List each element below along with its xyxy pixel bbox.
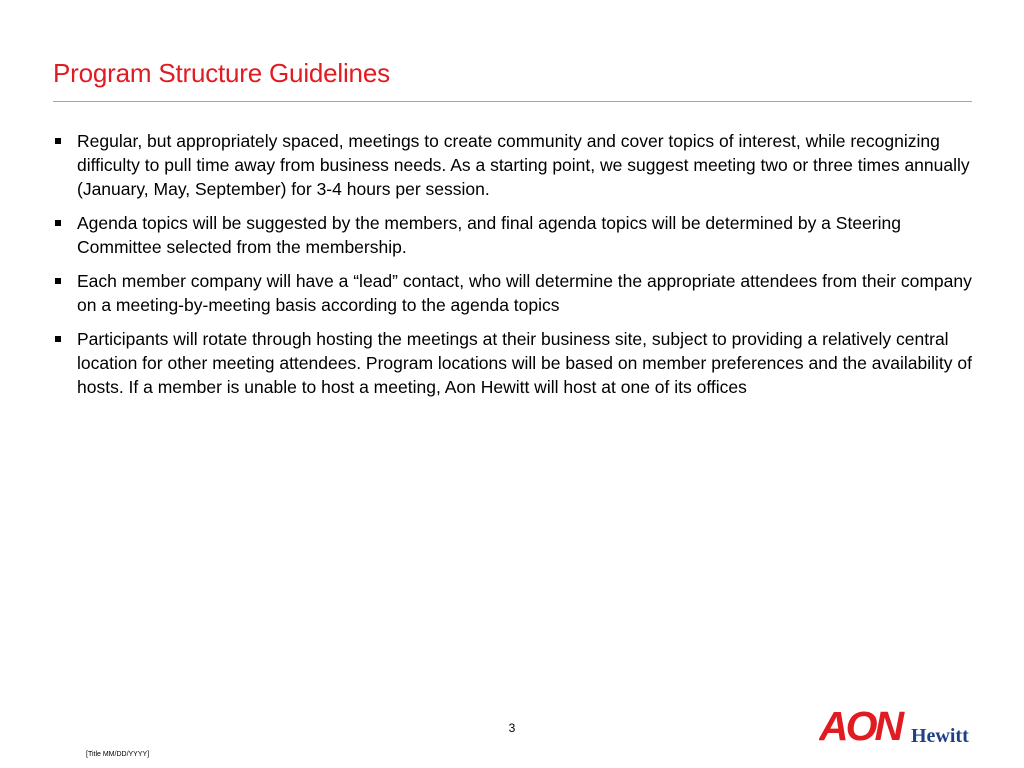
bullet-item [52, 211, 977, 259]
hewitt-wordmark: Hewitt [911, 725, 969, 746]
bullet-text: Regular, but appropriately spaced, meetings to create community and cover topics of interest, while recognizing difficulty to pull time away from business needs. As a starting point, we suggest meeting two or three times annually (January, May, September) for 3-4 hours per session. [77, 131, 970, 199]
bullet-item [52, 269, 977, 317]
square-bullet-icon [55, 138, 61, 144]
bullet-text: Each member company will have a “lead” contact, who will determine the appropriate attendees from their company on a meeting-by-meeting basis according to the agenda topics [77, 271, 972, 315]
aon-hewitt-logo [819, 704, 977, 746]
bullet-item [52, 129, 977, 201]
square-bullet-icon [55, 336, 61, 342]
bullet-item [52, 327, 977, 399]
square-bullet-icon [55, 278, 61, 284]
title-divider [53, 101, 972, 102]
footer-title-date: [Title MM/DD/YYYY] [86, 751, 150, 758]
bullet-text: Agenda topics will be suggested by the members, and final agenda topics will be determined by a Steering Committee selected from the membership. [77, 213, 901, 257]
square-bullet-icon [55, 220, 61, 226]
slide-title: Program Structure Guidelines [53, 58, 390, 88]
bullet-text: Participants will rotate through hosting the meetings at their business site, subject to providing a relatively central location for other meeting attendees. Program locations will be based on member preferences and the availability of hosts. If a member is unable to host a meeting, Aon Hewitt will host at one of its offices [77, 329, 972, 397]
bullet-list [52, 129, 977, 409]
page-number: 3 [508, 721, 516, 735]
aon-wordmark: AON [819, 704, 902, 746]
